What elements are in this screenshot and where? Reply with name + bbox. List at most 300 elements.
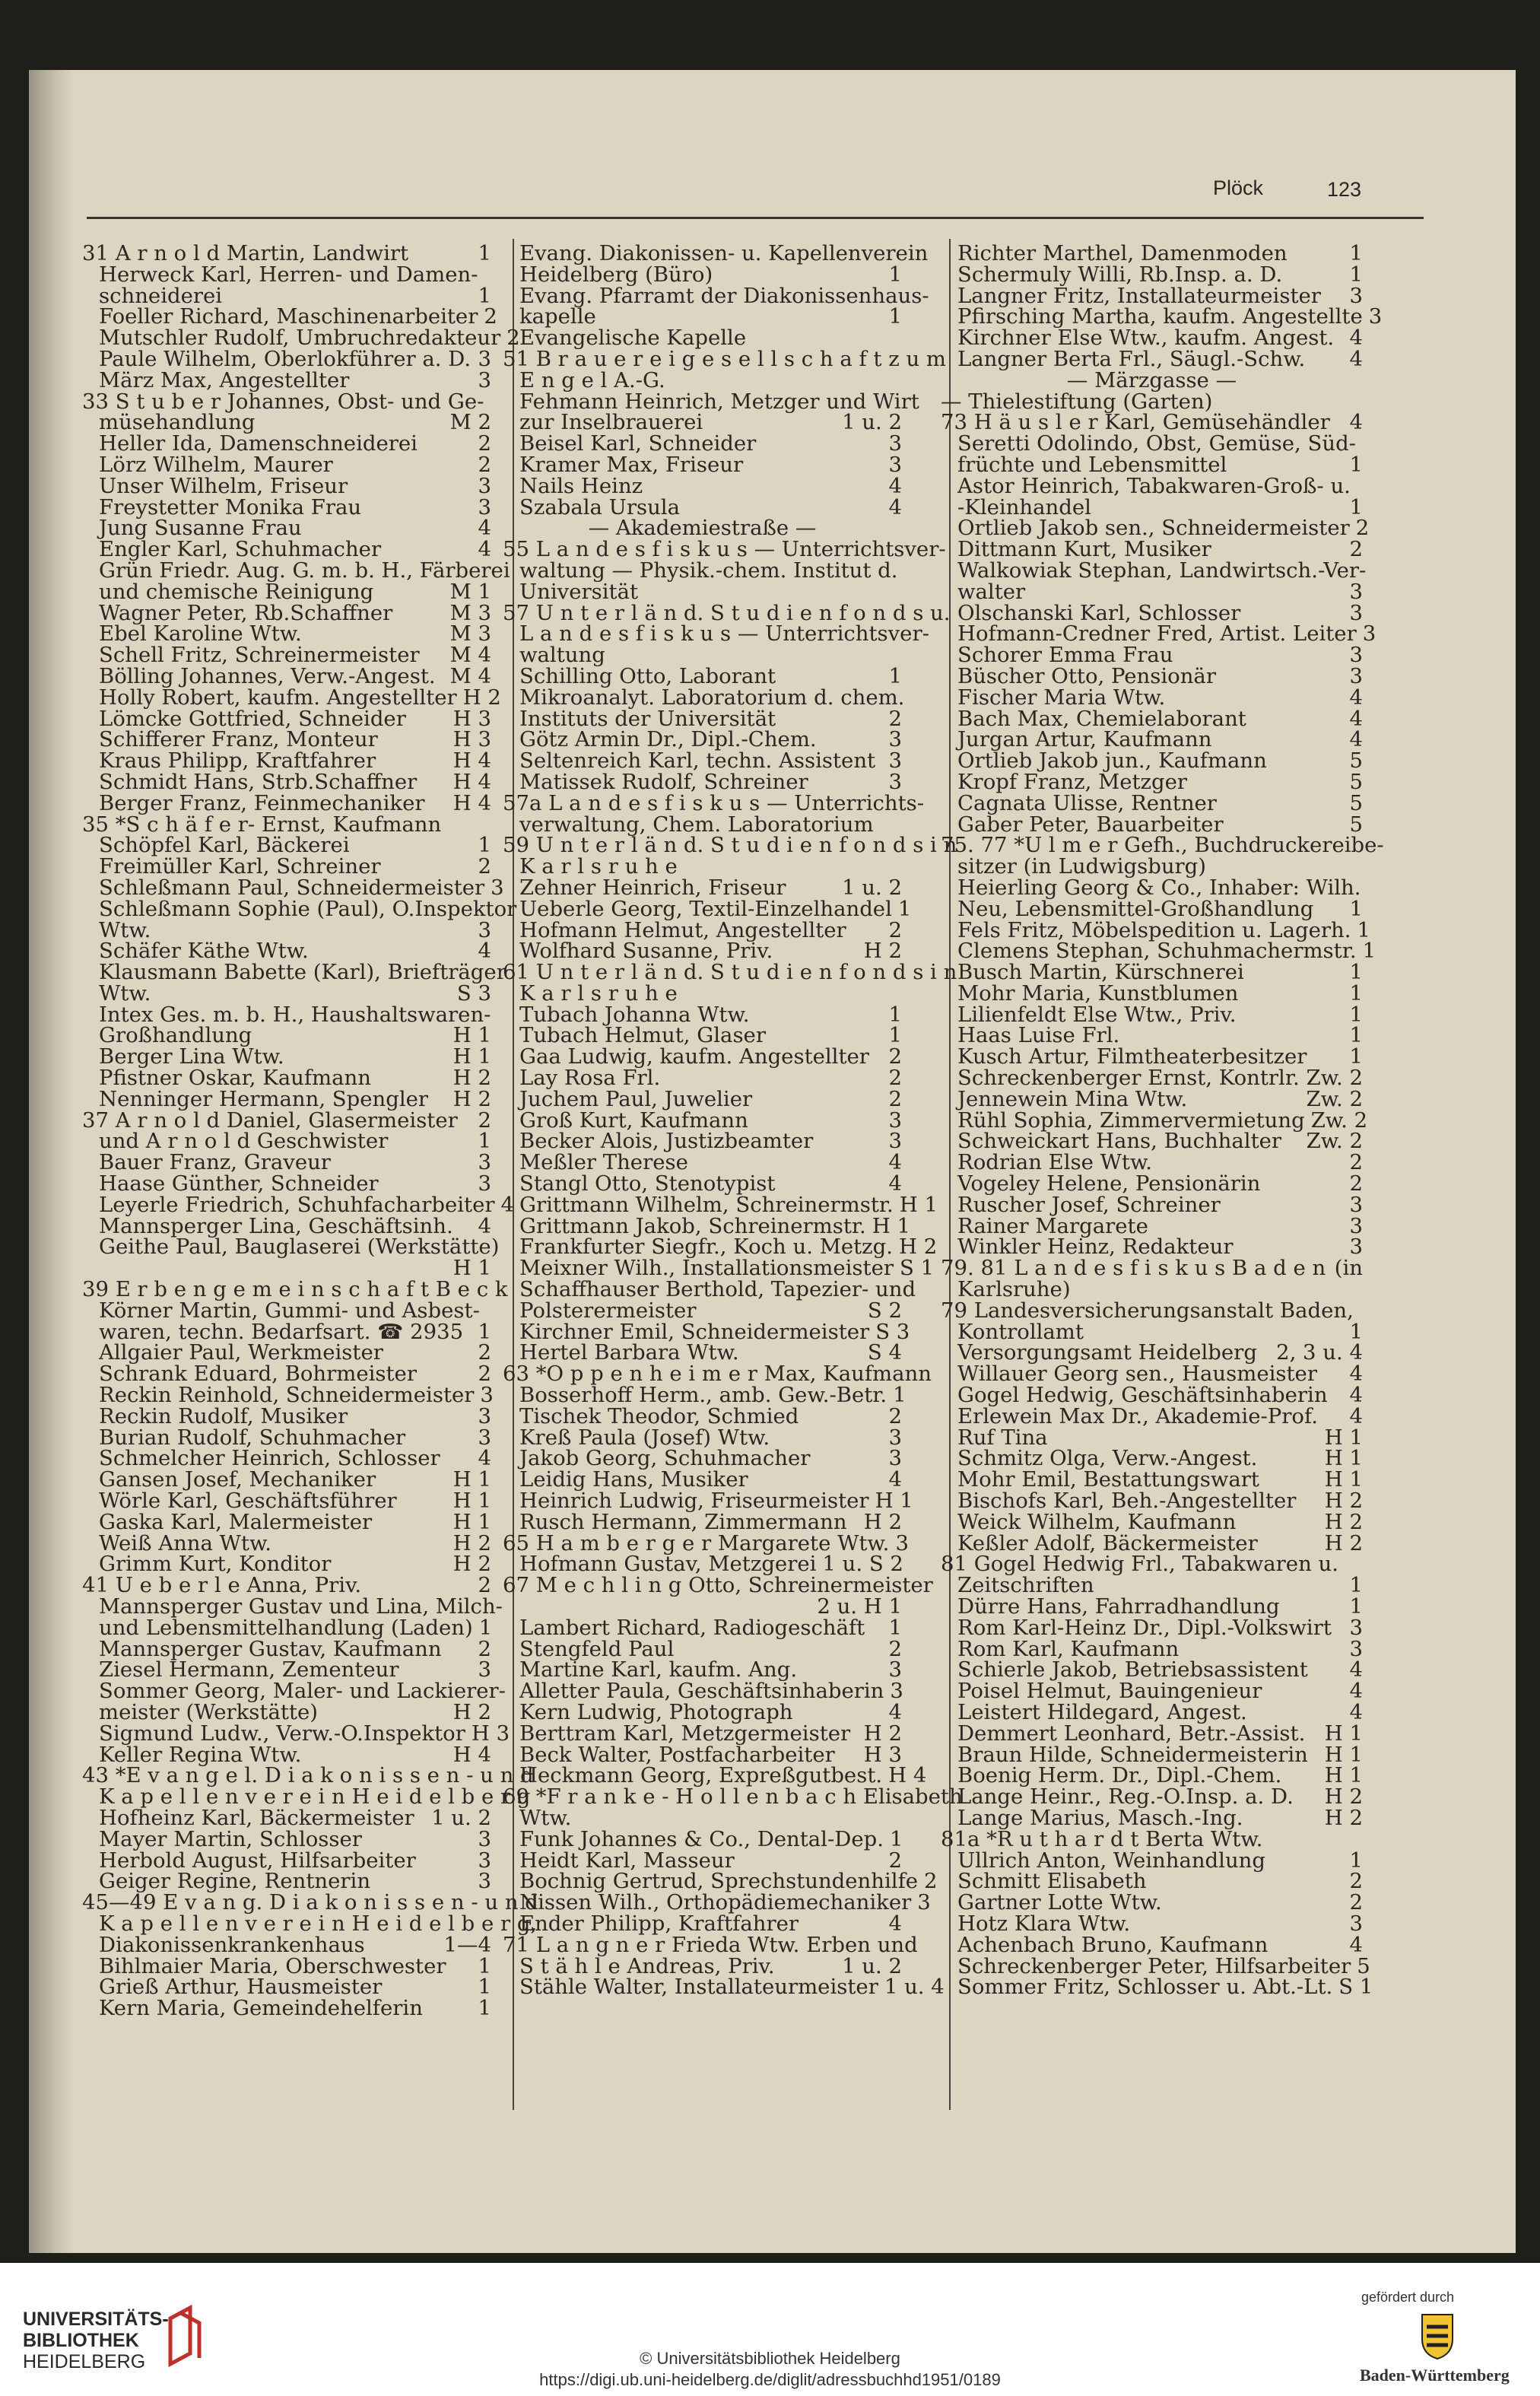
- library-logo-line: BIBLIOTHEK: [23, 2330, 139, 2351]
- entry-floor: 5: [1349, 812, 1363, 837]
- entry-name: Zehner Heinrich, Friseur: [519, 875, 786, 900]
- entry-name: 81 Gogel Hedwig Frl., Tabakwaren u.: [941, 1552, 1338, 1577]
- entry-floor: 3: [888, 769, 902, 794]
- entry-floor: 1: [478, 241, 491, 265]
- entry-name: 35 *S c h ä f e r- Ernst, Kaufmann: [82, 812, 442, 837]
- resident-entry: [503, 304, 902, 329]
- resident-entry: [82, 473, 491, 498]
- entry-name: Bölling Johannes, Verw.-Angest.: [99, 663, 436, 688]
- entry-name: Gogel Hedwig, Geschäftsinhaberin: [957, 1383, 1328, 1408]
- entry-floor: 2: [888, 1086, 902, 1111]
- entry-floor: 1: [478, 1129, 491, 1154]
- entry-floor: H 2: [863, 1509, 902, 1534]
- resident-entry: [941, 1403, 1363, 1428]
- entry-name: Heller Ida, Damenschneiderei: [99, 431, 418, 456]
- entry-name: Mohr Emil, Bestattungswart: [957, 1467, 1259, 1492]
- resident-entry: [941, 1152, 1363, 1174]
- resident-entry: [941, 1784, 1363, 1810]
- entry-floor: 3: [478, 1403, 491, 1428]
- entry-floor: 2: [478, 1636, 491, 1661]
- entry-name: Schleßmann Sophie (Paul), O.Inspektor: [99, 896, 517, 921]
- resident-entry: [941, 748, 1363, 774]
- entry-name: Ueberle Georg, Textil-Einzelhandel: [519, 896, 892, 921]
- entry-floor: 5: [1357, 1953, 1370, 1978]
- entry-name: Olschanski Karl, Schlosser: [957, 600, 1241, 625]
- entry-name: waltung — Physik.-chem. Institut d.: [519, 558, 898, 583]
- entry-floor: H 1: [1324, 1763, 1363, 1788]
- entry-floor: 4: [1349, 1403, 1363, 1428]
- entry-name: 79. 81 L a n d e s f i s k u s B a d e n: [941, 1256, 1326, 1281]
- house-number-entry: [503, 537, 946, 562]
- entry-floor: 4: [478, 516, 491, 541]
- resident-entry: [82, 1213, 491, 1238]
- resident-entry: [82, 1319, 491, 1344]
- entry-floor: 1 u. S 2: [822, 1552, 903, 1577]
- resident-entry: [82, 1364, 491, 1385]
- entry-name: 31 A r n o l d Martin, Landwirt: [82, 241, 409, 265]
- resident-entry: [941, 1594, 1363, 1619]
- entry-name: Hofmann Gustav, Metzgerei: [519, 1552, 817, 1577]
- entry-name: Mohr Maria, Kunstblumen: [957, 980, 1239, 1006]
- resident-entry: [82, 262, 491, 287]
- resident-entry: [82, 1152, 491, 1174]
- entry-floor: 1: [1349, 241, 1363, 265]
- entry-floor: 2: [888, 1636, 902, 1661]
- resident-entry: [941, 600, 1363, 625]
- resident-entry: [941, 283, 1363, 308]
- resident-entry: [82, 1953, 491, 1978]
- resident-entry: [503, 1699, 902, 1724]
- resident-entry: [82, 346, 491, 371]
- entry-name: Evangelische Kapelle: [519, 326, 747, 351]
- entry-name: Frankfurter Siegfr., Koch u. Metzg.: [519, 1235, 894, 1260]
- house-number-entry: [82, 389, 491, 414]
- entry-name: Weiß Anna Wtw.: [99, 1530, 271, 1555]
- entry-name: Juchem Paul, Juwelier: [519, 1086, 753, 1111]
- entry-floor: 3: [478, 1150, 491, 1175]
- resident-entry: [82, 917, 491, 942]
- resident-entry: [941, 1192, 1363, 1217]
- resident-entry: [82, 1636, 491, 1661]
- resident-entry: [503, 1403, 902, 1428]
- entry-name: Hofheinz Karl, Bäckermeister: [99, 1805, 414, 1830]
- entry-floor: H 3: [471, 1721, 510, 1746]
- entry-floor: 2: [888, 1066, 902, 1091]
- entry-name: Kirchner Emil, Schneidermeister: [519, 1319, 870, 1344]
- entry-name: Tubach Johanna Wtw.: [519, 1002, 750, 1027]
- running-header-street: Plöck: [1213, 176, 1264, 199]
- entry-name: schneiderei: [99, 283, 223, 308]
- entry-name: Heidt Karl, Masseur: [519, 1848, 735, 1873]
- entry-name: Jung Susanne Frau: [99, 516, 302, 541]
- entry-floor: 2: [1349, 1890, 1363, 1915]
- entry-name: Schermuly Willi, Rb.Insp. a. D.: [957, 262, 1283, 287]
- resident-entry: [503, 1657, 902, 1683]
- resident-entry: [941, 856, 1363, 878]
- entry-name: Stengfeld Paul: [519, 1636, 675, 1661]
- entry-floor: 5: [1349, 769, 1363, 794]
- resident-entry: [503, 1277, 916, 1302]
- house-number-entry: [82, 812, 491, 837]
- entry-floor: 1: [888, 262, 902, 287]
- resident-entry: [503, 1615, 902, 1640]
- entry-name: verwaltung, Chem. Laboratorium: [519, 812, 874, 837]
- entry-name: Karlsruhe): [957, 1277, 1071, 1302]
- entry-name: Nissen Wilh., Orthopädiemechaniker: [519, 1890, 912, 1915]
- resident-entry: [82, 748, 491, 774]
- entry-floor: 1 u. 2: [842, 1953, 902, 1978]
- entry-name: Gaa Ludwig, kaufm. Angestellter: [519, 1044, 869, 1069]
- entry-floor: M 4: [449, 663, 491, 688]
- entry-floor: 3: [888, 1657, 902, 1683]
- entry-name: Beck Walter, Postfacharbeiter: [519, 1742, 835, 1767]
- entry-name: Lilienfeldt Else Wtw., Priv.: [957, 1002, 1237, 1027]
- entry-floor: 3: [888, 1107, 902, 1133]
- resident-entry: [503, 1554, 902, 1575]
- entry-floor: H 3: [863, 1742, 902, 1767]
- entry-floor: H 2: [1324, 1509, 1363, 1534]
- entry-name: Jurgan Artur, Kaufmann: [957, 727, 1212, 752]
- entry-name: Schmidt Hans, Strb.Schaffner: [99, 769, 418, 794]
- entry-floor: H 2: [462, 685, 501, 710]
- entry-name: Keßler Adolf, Bäckermeister: [957, 1530, 1258, 1555]
- entry-name: K a p e l l e n v e r e i n H e i d e l b e r g: [99, 1784, 531, 1810]
- resident-entry: [503, 1213, 911, 1238]
- entry-name: Schmelcher Heinrich, Schlosser: [99, 1446, 440, 1471]
- entry-floor: 3: [480, 1383, 494, 1408]
- resident-entry: [941, 1086, 1363, 1111]
- entry-floor: 3: [478, 1657, 491, 1683]
- entry-floor: 3: [888, 1129, 902, 1154]
- entry-floor: H 4: [888, 1763, 927, 1788]
- entry-name: Gaber Peter, Bauarbeiter: [957, 812, 1224, 837]
- resident-entry: [503, 729, 902, 751]
- entry-name: Grimm Kurt, Konditor: [99, 1552, 332, 1577]
- entry-floor: H 2: [863, 1721, 902, 1746]
- entry-floor: 3: [1349, 1911, 1363, 1936]
- entry-name: Leidig Hans, Musiker: [519, 1467, 748, 1492]
- entry-name: 41 U e b e r l e Anna, Priv.: [82, 1573, 362, 1598]
- entry-name: Braun Hilde, Schneidermeisterin: [957, 1742, 1308, 1767]
- entry-floor: M 1: [449, 579, 491, 604]
- entry-name: Berttram Karl, Metzgermeister: [519, 1721, 851, 1746]
- entry-floor: 1: [1349, 262, 1363, 287]
- resident-entry: [941, 516, 1370, 541]
- entry-floor: 1: [1349, 896, 1363, 921]
- entry-name: Kreß Paula (Josef) Wtw.: [519, 1425, 770, 1450]
- resident-entry: [82, 412, 491, 434]
- entry-name: Kern Ludwig, Photograph: [519, 1699, 793, 1724]
- resident-entry: [503, 1636, 902, 1661]
- entry-floor: 1—4: [443, 1932, 491, 1957]
- resident-entry: [941, 769, 1363, 794]
- entry-floor: 3: [478, 473, 491, 498]
- entry-name: Schreckenberger Peter, Hilfsarbeiter: [957, 1953, 1351, 1978]
- entry-name: zur Inselbrauerei: [519, 410, 703, 435]
- entry-name: 59 U n t e r l ä n d. S t u d i e n f o n d s i n: [503, 833, 957, 858]
- entry-name: Mannsperger Lina, Geschäftsinh.: [99, 1213, 453, 1238]
- entry-name: 75. 77 *U l m e r Gefh., Buchdruckereibe-: [941, 833, 1384, 858]
- entry-floor: H 1: [875, 1489, 913, 1514]
- entry-floor: 3: [1349, 1213, 1363, 1238]
- entry-floor: 1: [1349, 980, 1363, 1006]
- resident-entry: [82, 326, 520, 351]
- entry-floor: 2: [1349, 537, 1363, 562]
- entry-floor: H 2: [1324, 1805, 1363, 1830]
- entry-floor: 3: [478, 1826, 491, 1851]
- library-logo-line: UNIVERSITÄTS-: [23, 2309, 169, 2330]
- entry-name: waltung: [519, 643, 605, 668]
- entry-name: E n g e l A.-G.: [519, 367, 665, 392]
- entry-name: Versorgungsamt Heidelberg: [957, 1340, 1257, 1365]
- house-number-entry: [503, 833, 957, 858]
- house-number-entry: [941, 412, 1363, 434]
- entry-floor: H 4: [452, 790, 491, 815]
- resident-entry: [82, 452, 491, 477]
- entry-name: Poisel Helmut, Bauingenieur: [957, 1679, 1262, 1704]
- entry-floor: 4: [888, 494, 902, 520]
- resident-entry: [941, 579, 1363, 604]
- resident-entry: [82, 1192, 514, 1217]
- house-number-entry: [82, 243, 491, 265]
- entry-name: kapelle: [519, 304, 596, 329]
- resident-entry: [941, 1871, 1363, 1892]
- entry-name: Richter Marthel, Damenmoden: [957, 241, 1288, 265]
- entry-floor: H 1: [452, 1023, 491, 1048]
- entry-floor: 1: [478, 1615, 493, 1640]
- entry-floor: 4: [888, 473, 902, 498]
- entry-floor: M 4: [449, 643, 491, 668]
- resident-entry: [941, 1953, 1370, 1978]
- resident-entry: [82, 1491, 491, 1512]
- resident-entry: [503, 1002, 902, 1027]
- entry-name: Polsterermeister: [519, 1298, 697, 1323]
- entry-floor: 4: [1349, 1362, 1363, 1387]
- entry-name: müsehandlung: [99, 410, 256, 435]
- entry-floor: H 1: [1324, 1425, 1363, 1450]
- entry-name: Zeitschriften: [957, 1573, 1094, 1598]
- entry-name: Haas Luise Frl.: [957, 1023, 1120, 1048]
- resident-entry: [941, 1530, 1363, 1555]
- entry-floor: 3: [478, 346, 491, 371]
- resident-entry: [82, 600, 491, 625]
- resident-entry: [941, 1636, 1363, 1661]
- resident-entry: [82, 1258, 491, 1279]
- resident-entry: [82, 1044, 491, 1069]
- resident-entry: [503, 1131, 902, 1152]
- entry-floor: 3: [1362, 621, 1376, 647]
- street-section-heading: — Akademiestraße —: [588, 516, 817, 541]
- entry-name: Kropf Franz, Metzger: [957, 769, 1188, 794]
- entry-floor: 1: [888, 304, 902, 329]
- resident-entry: [503, 558, 902, 583]
- entry-name: Klausmann Babette (Karl), Briefträger: [99, 960, 506, 985]
- resident-entry: [941, 1237, 1363, 1258]
- resident-entry: [503, 941, 902, 962]
- entry-floor: S 2: [867, 1298, 902, 1323]
- entry-name: Groß Kurt, Kaufmann: [519, 1107, 748, 1133]
- resident-entry: [82, 1932, 491, 1957]
- house-number-entry: [82, 1277, 508, 1302]
- resident-entry: [82, 1848, 491, 1873]
- entry-floor: 3: [1368, 304, 1383, 329]
- book-gutter: [29, 70, 75, 2253]
- entry-name: Alletter Paula, Geschäftsinhaberin: [519, 1679, 884, 1704]
- resident-entry: [503, 917, 902, 942]
- resident-entry: [503, 1489, 913, 1514]
- house-number-entry: [503, 1932, 918, 1957]
- house-number-entry: [82, 1763, 534, 1788]
- entry-name: Universität: [519, 579, 639, 604]
- resident-entry: [941, 262, 1363, 287]
- resident-entry: [82, 835, 491, 856]
- directory-page: [76, 70, 1506, 2253]
- entry-name: Berger Lina Wtw.: [99, 1044, 284, 1069]
- resident-entry: [503, 663, 902, 688]
- entry-floor: 3: [888, 452, 902, 477]
- state-coat-of-arms-icon: [1407, 2309, 1468, 2362]
- resident-entry: [941, 431, 1363, 456]
- entry-floor: 4: [888, 1150, 902, 1175]
- resident-entry: [82, 980, 491, 1006]
- entry-floor: H 1: [452, 1467, 491, 1492]
- entry-name: Bischofs Karl, Beh.-Angestellter: [957, 1489, 1297, 1514]
- resident-entry: [82, 1068, 491, 1089]
- entry-floor: H 4: [452, 769, 491, 794]
- entry-name: Rühl Sophia, Zimmervermietung: [957, 1107, 1305, 1133]
- house-number-entry: [503, 960, 957, 985]
- entry-name: K a r l s r u h e: [519, 980, 678, 1006]
- entry-name: Geithe Paul, Bauglaserei (Werkstätte): [99, 1235, 500, 1260]
- entry-floor: H 2: [452, 1066, 491, 1091]
- entry-floor: Zw. 2: [1310, 1107, 1368, 1133]
- entry-name: 57 U n t e r l ä n d. S t u d i e n f o n d s u.: [503, 600, 951, 625]
- house-number-entry: [503, 1573, 933, 1598]
- entry-name: Herweck Karl, Herren- und Damen-: [99, 262, 478, 287]
- entry-floor: M 3: [449, 621, 491, 647]
- entry-floor: 3: [917, 1890, 931, 1915]
- entry-floor: 2: [888, 1044, 902, 1069]
- entry-name: Grün Friedr. Aug. G. m. b. H., Färberei: [99, 558, 510, 583]
- entry-floor: H 1: [452, 1489, 491, 1514]
- entry-floor: 1: [478, 1996, 491, 2021]
- entry-name: Wtw.: [519, 1805, 572, 1830]
- resident-entry: [82, 1657, 491, 1683]
- resident-entry: [82, 875, 504, 900]
- entry-name: Instituts der Universität: [519, 706, 776, 731]
- resident-entry: [503, 896, 912, 921]
- resident-entry: [941, 980, 1363, 1006]
- entry-name: Hofmann Helmut, Angestellter: [519, 917, 846, 942]
- entry-name: 51 B r a u e r e i g e s e l l s c h a f t z u m: [503, 346, 946, 371]
- resident-entry: [941, 1848, 1363, 1873]
- resident-entry: [82, 1554, 491, 1575]
- entry-floor: 4: [1349, 1383, 1363, 1408]
- entry-name: 55 L a n d e s f i s k u s — Unterrichtsver-: [503, 537, 946, 562]
- entry-name: 45—49 E v a n g. D i a k o n i s s e n - u n d: [82, 1890, 538, 1915]
- entry-name: Leistert Hildegard, Angest.: [957, 1699, 1247, 1724]
- house-number-entry: [503, 1784, 963, 1810]
- entry-floor: H 1: [452, 1256, 491, 1281]
- resident-entry: [941, 685, 1363, 710]
- permalink[interactable]: https://digi.ub.uni-heidelberg.de/diglit/adressbuchhd1951/0189: [539, 2370, 1001, 2389]
- resident-entry: [503, 1805, 902, 1830]
- entry-name: K a p e l l e n v e r e i n H e i d e l b e r g,: [99, 1911, 538, 1936]
- entry-name: 69 *F r a n k e - H o l l e n b a c h Elisabeth: [503, 1784, 963, 1810]
- resident-entry: [503, 645, 902, 666]
- resident-entry: [941, 1765, 1363, 1787]
- entry-name: und Lebensmittelhandlung (Laden): [99, 1615, 473, 1640]
- resident-entry: [941, 1975, 1373, 2000]
- entry-name: Gansen Josef, Mechaniker: [99, 1467, 376, 1492]
- resident-entry: [82, 1977, 491, 1998]
- entry-floor: H 2: [452, 1552, 491, 1577]
- entry-floor: 4: [1349, 1699, 1363, 1724]
- entry-floor: 1: [1349, 1594, 1363, 1619]
- entry-floor: 1 u. 4: [884, 1975, 945, 2000]
- entry-name: Pfistner Oskar, Kaufmann: [99, 1066, 371, 1091]
- entry-name: Kontrollamt: [957, 1319, 1084, 1344]
- entry-name: Rainer Margarete: [957, 1213, 1148, 1238]
- entry-floor: 3: [1349, 643, 1363, 668]
- entry-floor: H 2: [452, 1086, 491, 1111]
- resident-entry: [941, 558, 1367, 583]
- resident-entry: [941, 1932, 1363, 1957]
- entry-floor: H 4: [452, 748, 491, 774]
- entry-floor: 3: [888, 431, 902, 456]
- resident-entry: [503, 1742, 902, 1767]
- entry-name: Ziesel Hermann, Zementeur: [99, 1657, 399, 1683]
- entry-floor: 3: [895, 1530, 909, 1555]
- resident-entry: [941, 1319, 1363, 1344]
- entry-floor: H 1: [452, 1509, 491, 1534]
- entry-name: 73 H ä u s l e r Karl, Gemüsehändler: [941, 410, 1330, 435]
- entry-floor: 4: [478, 537, 491, 562]
- resident-entry: [82, 1826, 491, 1851]
- entry-name: und A r n o l d Geschwister: [99, 1129, 389, 1154]
- entry-floor: H 3: [452, 727, 491, 752]
- resident-entry: [503, 1086, 902, 1111]
- entry-name: -Kleinhandel: [957, 494, 1091, 520]
- entry-name: K a r l s r u h e: [519, 854, 678, 879]
- house-number-entry: [941, 1258, 1363, 1279]
- resident-entry: [503, 1256, 935, 1281]
- entry-name: Becker Alois, Justizbeamter: [519, 1129, 814, 1154]
- resident-entry: [503, 980, 902, 1006]
- resident-entry: [82, 1699, 491, 1724]
- resident-entry: [82, 1911, 538, 1936]
- entry-name: Götz Armin Dr., Dipl.-Chem.: [519, 727, 817, 752]
- entry-floor: 2: [478, 452, 491, 477]
- entry-name: sitzer (in Ludwigsburg): [957, 854, 1207, 879]
- entry-name: Schmitz Olga, Verw.-Angest.: [957, 1446, 1258, 1471]
- resident-entry: [82, 1530, 491, 1555]
- entry-name: Diakonissenkrankenhaus: [99, 1932, 365, 1957]
- entry-name: Schierle Jakob, Betriebsassistent: [957, 1657, 1308, 1683]
- entry-name: meister (Werkstätte): [99, 1699, 318, 1724]
- resident-entry: [503, 1319, 910, 1344]
- entry-floor: 2: [888, 706, 902, 731]
- entry-floor: 1: [1349, 452, 1363, 477]
- entry-name: Kramer Max, Friseur: [519, 452, 744, 477]
- resident-entry: [941, 328, 1363, 349]
- entry-name: Holly Robert, kaufm. Angestellter: [99, 685, 457, 710]
- entry-floor: 3: [478, 1869, 491, 1894]
- entry-floor: 3: [1349, 1235, 1363, 1260]
- entry-name: Tischek Theodor, Schmied: [519, 1403, 799, 1428]
- entry-name: Bosserhoff Herm., amb. Gew.-Betr.: [519, 1383, 887, 1408]
- entry-name: Mikroanalyt. Laboratorium d. chem.: [519, 685, 905, 710]
